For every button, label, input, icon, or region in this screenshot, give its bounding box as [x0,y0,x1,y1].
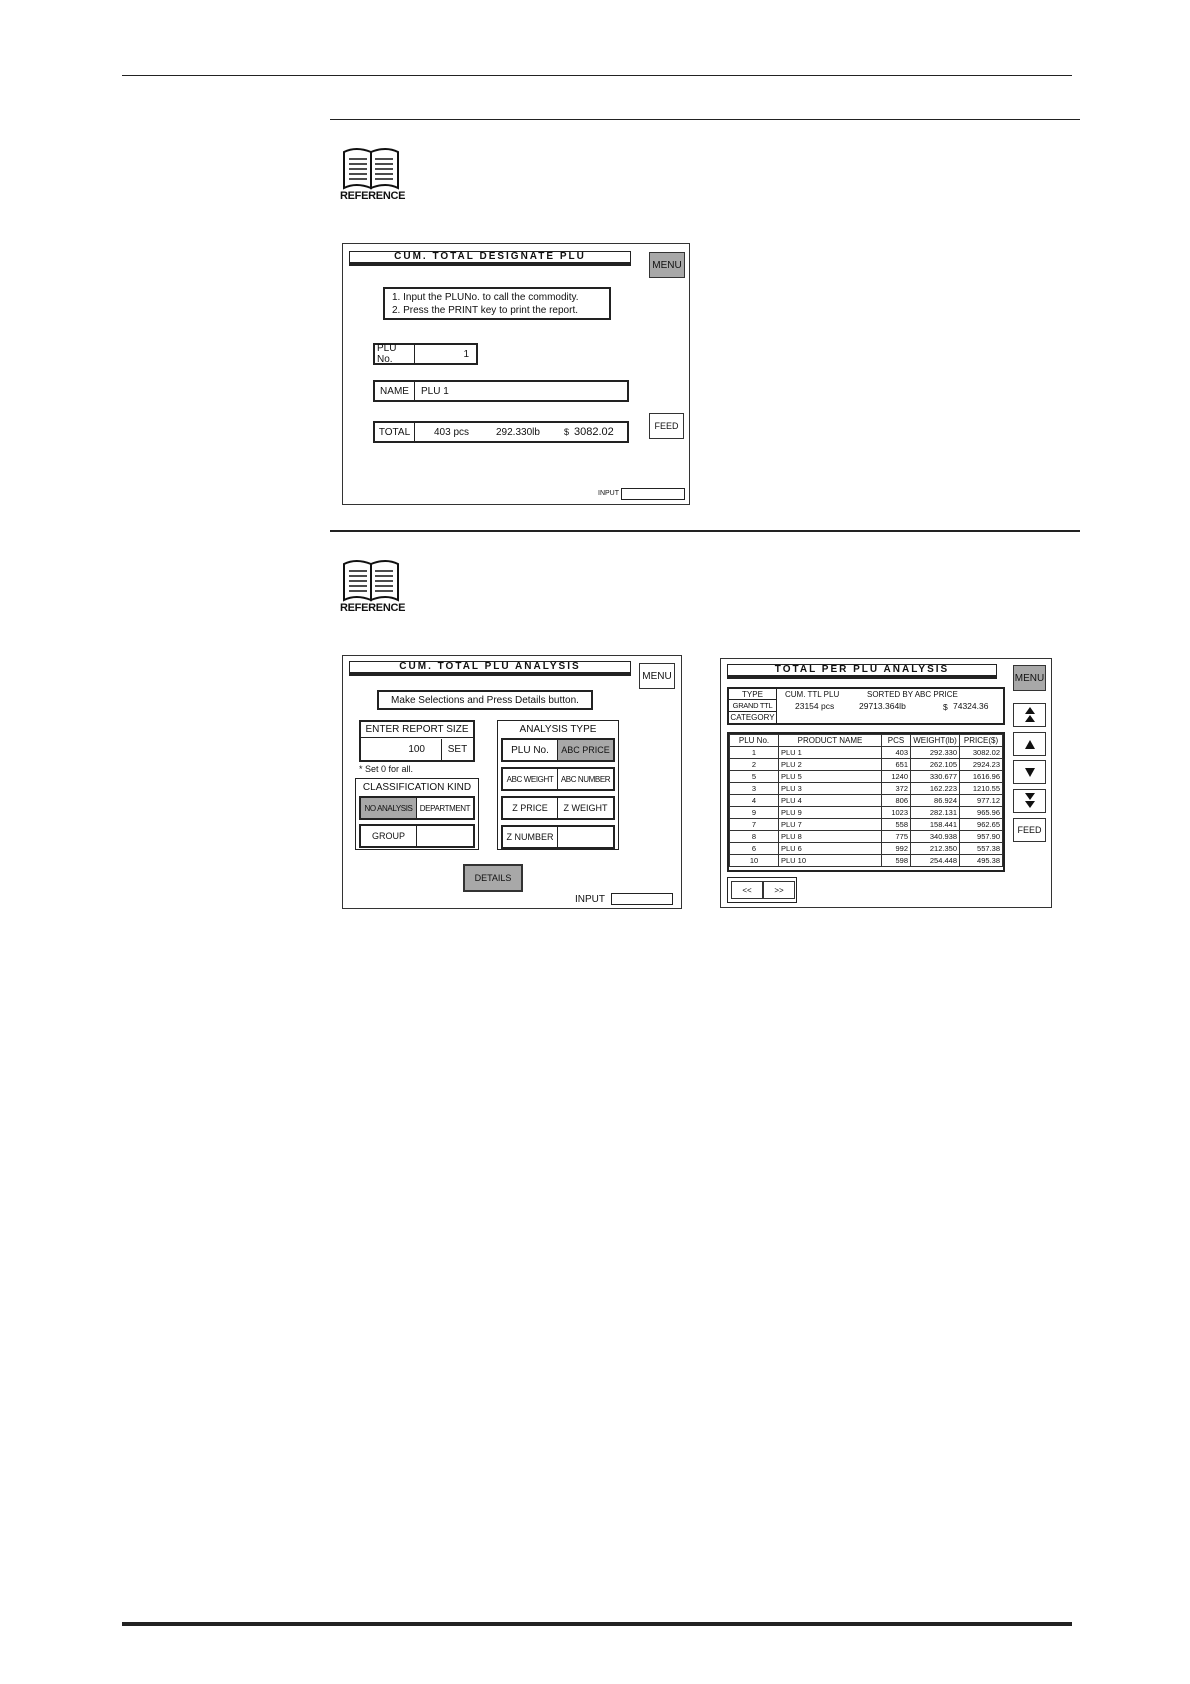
reference-icon [340,558,406,618]
scroll-down-button[interactable] [1013,760,1046,784]
input-field[interactable] [611,893,673,905]
table-cell: 2 [730,759,779,771]
report-size-label: ENTER REPORT SIZE [361,722,473,738]
table-cell: 651 [882,759,911,771]
table-cell: 6 [730,843,779,855]
input-label: INPUT [575,894,605,905]
set-button[interactable]: SET [441,739,473,760]
reference-label: REFERENCE [340,190,406,202]
input-label: INPUT [598,490,619,497]
grand-total-pcs: 23154 pcs [795,701,835,711]
total-price-symbol: $ [564,427,570,437]
scroll-bottom-button[interactable] [1013,789,1046,813]
paging-box [727,877,797,903]
table-cell: 282.131 [911,807,960,819]
table-cell: 2924.23 [960,759,1003,771]
double-down-arrow-icon [1025,793,1035,809]
column-header: PLU No. [730,735,779,747]
table-row [730,807,1003,819]
table-cell: 9 [730,807,779,819]
table-cell: 5 [730,771,779,783]
reference-icon [340,146,406,206]
table-cell: 8 [730,831,779,843]
grand-total-price-symbol: $ [943,702,948,712]
classification-row-1 [359,796,475,820]
table-cell: 775 [882,831,911,843]
table-cell: 4 [730,795,779,807]
table-cell: 965.96 [960,807,1003,819]
total-field [373,421,629,443]
designate-plu-screen [342,243,690,505]
plu-analysis-screen [342,655,682,909]
z-weight-option[interactable]: Z WEIGHT [563,803,608,813]
table-cell: 162.223 [911,783,960,795]
table-cell: 495.38 [960,855,1003,867]
type-value: CUM. TTL PLU [785,690,840,699]
table-row [730,747,1003,759]
screen-title: CUM. TOTAL DESIGNATE PLU [349,251,631,266]
abc-weight-option[interactable]: ABC WEIGHT [503,769,558,789]
table-cell: PLU 8 [779,831,882,843]
table-cell: PLU 6 [779,843,882,855]
screen-title: CUM. TOTAL PLU ANALYSIS [349,661,631,676]
grand-total-label: GRAND TTL [729,700,777,712]
grand-total-weight: 29713.364lb [859,701,906,711]
feed-button[interactable]: FEED [1013,818,1046,842]
table-cell: PLU 5 [779,771,882,783]
table-cell: 962.65 [960,819,1003,831]
next-page-button[interactable]: >> [763,881,795,899]
plu-number-value: 1 [463,348,469,360]
table-cell: 86.924 [911,795,960,807]
table-cell: PLU 10 [779,855,882,867]
table-cell: 977.12 [960,795,1003,807]
table-cell: 403 [882,747,911,759]
bottom-rule [122,1622,1072,1626]
total-price: 3082.02 [574,426,614,438]
menu-button[interactable]: MENU [649,252,685,278]
table-header-row [730,735,1003,747]
scroll-top-button[interactable] [1013,703,1046,727]
table-cell: 1240 [882,771,911,783]
menu-button[interactable]: MENU [1013,665,1046,691]
table-row [730,819,1003,831]
department-option[interactable]: DEPARTMENT [419,803,471,813]
input-field[interactable] [621,488,685,500]
scroll-up-button[interactable] [1013,732,1046,756]
abc-number-option[interactable]: ABC NUMBER [560,774,611,784]
previous-page-button[interactable]: << [731,881,763,899]
plu-number-field[interactable] [373,343,478,365]
classification-box [355,778,479,850]
table-cell: 3 [730,783,779,795]
report-size-value[interactable]: 100 [408,744,425,755]
feed-button[interactable]: FEED [649,413,684,439]
summary-box [727,687,1005,725]
no-analysis-option[interactable]: NO ANALYSIS [361,798,417,818]
table-cell: 212.350 [911,843,960,855]
table-cell: 340.938 [911,831,960,843]
table-cell: 1616.96 [960,771,1003,783]
table-cell: 557.38 [960,843,1003,855]
table-cell: 158.441 [911,819,960,831]
table-cell: 254.448 [911,855,960,867]
section-rule-2 [330,530,1080,532]
down-arrow-icon [1025,768,1035,777]
table-row [730,771,1003,783]
classification-row-2 [359,824,475,848]
table-cell: 558 [882,819,911,831]
table-cell: 292.330 [911,747,960,759]
column-header: PCS [882,735,911,747]
table-cell: 372 [882,783,911,795]
name-field [373,380,629,402]
analysis-row-4 [501,825,615,849]
classification-label: CLASSIFICATION KIND [362,781,472,793]
table-cell: 10 [730,855,779,867]
table-cell: 806 [882,795,911,807]
table-cell: PLU 7 [779,819,882,831]
prompt-box [377,690,593,710]
up-arrow-icon [1025,740,1035,749]
column-header: PRODUCT NAME [779,735,882,747]
z-number-option[interactable]: Z NUMBER [503,827,558,847]
table-cell: 262.105 [911,759,960,771]
analysis-row-2 [501,767,615,791]
prompt-text: Make Selections and Press Details button. [391,694,579,706]
analysis-type-box [497,720,619,850]
table-cell: 992 [882,843,911,855]
analysis-row-3 [501,796,615,820]
analysis-row-1 [501,738,615,762]
instruction-line-2: 2. Press the PRINT key to print the report. [392,305,579,316]
plu-table-box [727,732,1005,872]
instruction-line-1: 1. Input the PLUNo. to call the commodity. [392,292,579,303]
sorted-label: SORTED BY ABC PRICE [867,690,958,699]
group-option[interactable]: GROUP [361,826,417,846]
category-label: CATEGORY [729,712,777,723]
total-label: TOTAL [375,423,415,441]
table-cell: 1 [730,747,779,759]
table-cell: 598 [882,855,911,867]
reference-label: REFERENCE [340,602,406,614]
plu-table [729,734,1003,867]
table-cell: 1023 [882,807,911,819]
set-note: * Set 0 for all. [359,764,414,774]
table-cell: 957.90 [960,831,1003,843]
table-row [730,759,1003,771]
table-cell: PLU 9 [779,807,882,819]
name-label: NAME [375,382,415,400]
empty-option [417,826,473,846]
type-label: TYPE [729,689,777,700]
column-header: WEIGHT(lb) [911,735,960,747]
plu-no-option[interactable]: PLU No. [503,740,558,760]
grand-total-price: 74324.36 [953,701,989,711]
abc-price-option[interactable]: ABC PRICE [558,740,613,760]
table-cell: 7 [730,819,779,831]
menu-button[interactable]: MENU [639,663,675,689]
section-rule-1 [330,119,1080,120]
table-cell: PLU 3 [779,783,882,795]
column-header: PRICE($) [960,735,1003,747]
table-cell: 1210.55 [960,783,1003,795]
table-cell: PLU 4 [779,795,882,807]
details-button[interactable]: DETAILS [463,864,523,892]
report-size-box [359,720,475,762]
plu-number-label: PLU No. [375,345,415,363]
table-row [730,783,1003,795]
table-row [730,795,1003,807]
table-row [730,843,1003,855]
total-weight: 292.330lb [496,426,540,438]
name-value: PLU 1 [421,385,449,397]
table-row [730,855,1003,867]
table-cell: PLU 2 [779,759,882,771]
screen-title: TOTAL PER PLU ANALYSIS [727,664,997,679]
instructions-box [383,287,611,320]
table-cell: 330.677 [911,771,960,783]
total-pcs: 403 pcs [434,426,470,438]
double-up-arrow-icon [1025,707,1035,723]
table-cell: 3082.02 [960,747,1003,759]
empty-option [558,827,613,847]
table-row [730,831,1003,843]
analysis-type-label: ANALYSIS TYPE [519,723,597,735]
table-cell: PLU 1 [779,747,882,759]
z-price-option[interactable]: Z PRICE [503,798,558,818]
top-rule [122,75,1072,76]
total-per-plu-screen [720,658,1052,908]
